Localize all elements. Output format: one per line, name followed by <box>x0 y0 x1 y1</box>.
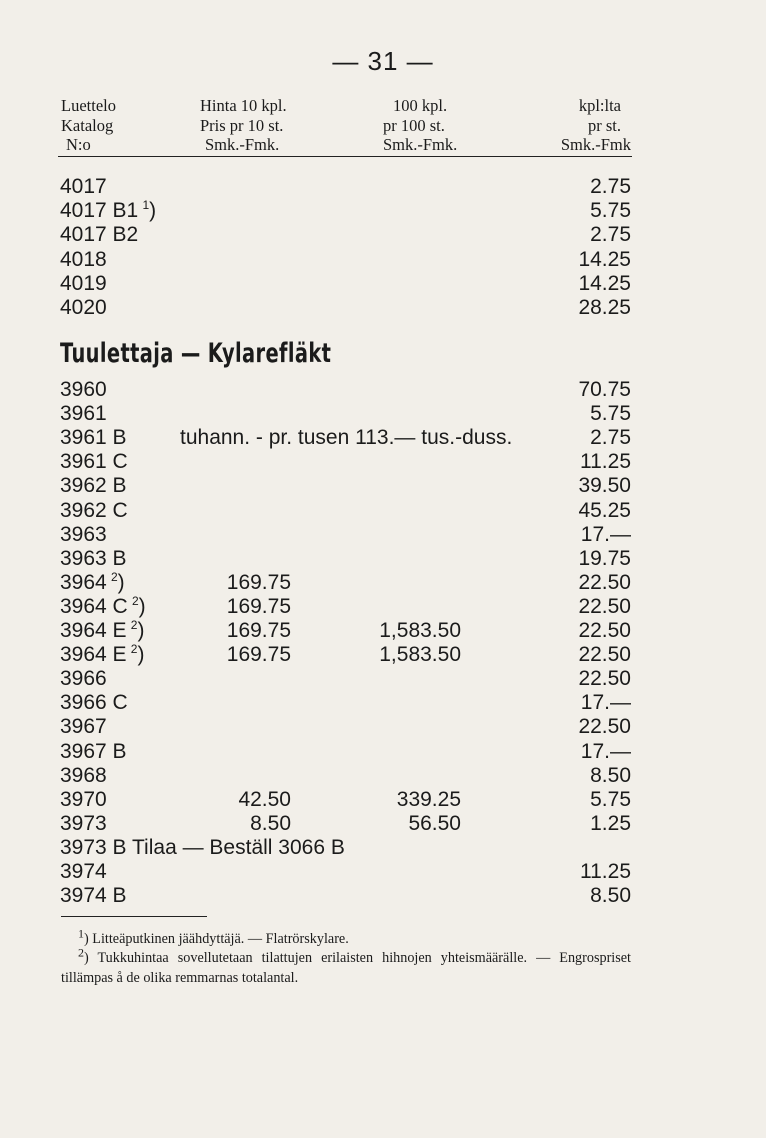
price-each: 2.75 <box>590 223 631 247</box>
catalog-number-text: 3962 B <box>60 474 127 498</box>
catalog-number-text: 3974 B <box>60 884 127 908</box>
price-100: 56.50 <box>408 811 461 835</box>
catalog-number <box>60 449 128 475</box>
table-row <box>0 222 766 248</box>
header-line: 100 kpl. <box>393 96 448 115</box>
catalog-number-text: 4017 B2 <box>60 223 139 247</box>
price-each: 22.50 <box>578 619 631 642</box>
table-row <box>0 714 766 740</box>
table-row <box>0 247 766 273</box>
footnote-rule <box>61 916 207 917</box>
table-row <box>0 198 766 224</box>
table-row <box>0 546 766 572</box>
catalog-number <box>60 401 107 427</box>
price-each: 17.— <box>580 739 631 763</box>
header-price-100 <box>383 96 457 155</box>
catalog-number-text: 3973 <box>60 811 107 835</box>
price-each: 70.75 <box>578 378 631 401</box>
price-each: 8.50 <box>590 884 631 908</box>
price-10: 169.75 <box>226 643 291 667</box>
footnote-mark: 1 <box>78 926 84 941</box>
catalog-number-text: 3967 B <box>60 739 127 763</box>
table-row <box>0 811 766 837</box>
table-row <box>0 763 766 789</box>
price-each: 11.25 <box>580 450 631 474</box>
table-row <box>0 174 766 200</box>
catalog-number <box>60 546 127 572</box>
header-catalog-number <box>61 96 116 155</box>
price-each: 8.50 <box>590 763 631 787</box>
table-row <box>0 473 766 499</box>
footnote-ref: 1 <box>142 198 150 213</box>
header-line: Katalog <box>61 115 114 135</box>
catalog-number: 3964 C $^2$) <box>60 593 146 618</box>
price-each: 1.25 <box>590 811 631 835</box>
catalog-number <box>60 714 107 740</box>
header-line: Pris pr 10 st. <box>200 115 284 135</box>
price-each: 28.25 <box>578 296 631 319</box>
catalog-number-text: 4020 <box>60 296 107 319</box>
price-10: 169.75 <box>226 594 291 618</box>
catalog-number <box>60 473 127 499</box>
catalog-number <box>60 295 107 321</box>
catalog-number <box>60 739 127 765</box>
catalog-number <box>60 835 345 861</box>
catalog-number: 3964 $^2$) <box>60 569 125 594</box>
header-line: Luettelo <box>61 96 116 115</box>
catalog-number <box>60 787 107 813</box>
table-row <box>0 739 766 765</box>
header-line: Smk.-Fmk <box>560 135 631 154</box>
price-100: 1,583.50 <box>379 619 461 642</box>
catalog-number: 3964 E $^2$) <box>60 642 145 667</box>
catalog-number <box>60 763 107 789</box>
header-line: kpl:lta <box>578 96 621 115</box>
catalog-number <box>60 690 128 716</box>
price-each: 14.25 <box>578 247 631 271</box>
table-row <box>0 618 766 644</box>
table-row <box>0 690 766 716</box>
catalog-number-text: 4019 <box>60 271 107 295</box>
table-row <box>0 883 766 909</box>
catalog-number <box>60 522 107 548</box>
price-each: 22.50 <box>578 715 631 739</box>
table-row <box>0 666 766 692</box>
price-100: 339.25 <box>396 787 461 811</box>
price-10: 42.50 <box>238 787 291 811</box>
catalog-number-text: 3973 B Tilaa — Beställ 3066 B <box>60 835 345 859</box>
catalog-number-text: 3963 B <box>60 546 127 570</box>
catalog-number <box>60 222 138 248</box>
table-row <box>0 787 766 813</box>
price-each: 2.75 <box>590 426 631 450</box>
catalog-number <box>60 883 127 909</box>
footnote-text: Tukkuhintaa sovellutetaan tilattujen erilaisten hihnojen yhteismäärälle. — Engrospriset tillämpas å de olika remmarnas totalantal. <box>61 950 631 986</box>
header-rule <box>58 156 632 157</box>
header-line: Smk.-Fmk. <box>205 135 280 154</box>
table-row <box>0 835 766 861</box>
table-row <box>0 859 766 885</box>
catalog-number-text: 3961 C <box>60 450 128 474</box>
price-each: 22.50 <box>578 643 631 667</box>
catalog-number <box>60 247 107 273</box>
price-each: 45.25 <box>578 498 631 522</box>
table-row <box>0 295 766 321</box>
footnote-2: $^2$) Tukkuhintaa sovellutetaan tilattujen erilaisten hihnojen yhteismäärälle. — Engrospriset tillämpas å de olika remmarnas totalantal. <box>61 945 631 986</box>
header-line: Hinta 10 kpl. <box>200 96 287 115</box>
footnote-1: $^1$) Litteäputkinen jäähdyttäjä. — Flatrörskylare. <box>78 926 349 947</box>
catalog-number-text: 3967 <box>60 715 107 739</box>
catalog-number: 4017 B1 $^1$) <box>60 198 157 223</box>
catalog-number <box>60 425 127 451</box>
price-10: 169.75 <box>226 570 291 594</box>
catalog-number-text: 3964 C <box>60 594 128 618</box>
footnote-ref: 2 <box>130 618 138 632</box>
table-row <box>0 570 766 596</box>
header-line: Smk.-Fmk. <box>383 135 458 154</box>
table-row <box>0 271 766 297</box>
price-each: 2.75 <box>590 175 631 198</box>
catalog-number <box>60 377 107 403</box>
table-row <box>0 401 766 427</box>
price-each: 14.25 <box>578 271 631 295</box>
price-each: 17.— <box>580 522 631 546</box>
note-text: tuhann. - pr. tusen 113.— tus.-duss. <box>180 426 513 450</box>
catalog-number-text: 4018 <box>60 247 107 271</box>
price-each: 22.50 <box>578 570 631 594</box>
catalog-number-text: 3963 <box>60 522 107 546</box>
price-each: 22.50 <box>578 667 631 691</box>
catalog-number <box>60 174 107 200</box>
catalog-number <box>60 859 107 885</box>
header-line: pr st. <box>588 115 621 135</box>
price-each: 39.50 <box>578 474 631 498</box>
table-row <box>0 642 766 668</box>
price-100: 1,583.50 <box>379 643 461 667</box>
section-title: Tuulettaja — Kylarefläkt <box>60 338 332 369</box>
catalog-number <box>60 666 107 692</box>
table-row <box>0 377 766 403</box>
footnote-ref: 2 <box>131 593 139 608</box>
catalog-number <box>60 498 128 524</box>
catalog-number-text: 3960 <box>60 378 107 401</box>
catalog-number <box>60 271 107 297</box>
price-10: 8.50 <box>250 811 291 835</box>
price-each: 19.75 <box>578 546 631 570</box>
catalog-number-text: 3961 <box>60 402 107 426</box>
footnote-text: Litteäputkinen jäähdyttäjä. — Flatrörskylare. <box>92 931 349 947</box>
footnotes <box>61 926 631 988</box>
price-10: 169.75 <box>226 619 291 642</box>
table-row <box>0 522 766 548</box>
header-line: pr 100 st. <box>383 115 445 135</box>
table-row <box>0 594 766 620</box>
price-each: 5.75 <box>590 199 631 223</box>
catalog-number-text: 3970 <box>60 787 107 811</box>
table-row <box>0 449 766 475</box>
catalog-number: 3964 E $^2$) <box>60 618 145 642</box>
catalog-number <box>60 811 107 837</box>
page-number: — 31 — <box>332 46 434 76</box>
header-line: N:o <box>66 135 91 154</box>
catalog-number-text: 3966 <box>60 667 107 691</box>
catalog-number-text: 3964 E <box>60 619 127 642</box>
price-each: 22.50 <box>578 594 631 618</box>
catalog-number-text: 3964 <box>60 570 107 594</box>
footnote-ref: 2 <box>110 569 118 584</box>
catalog-number-text: 4017 B1 <box>60 199 139 223</box>
catalog-number-text: 4017 <box>60 175 107 198</box>
table-row <box>0 425 766 451</box>
table-row <box>0 498 766 524</box>
header-price-10 <box>200 96 287 155</box>
price-each: 17.— <box>580 691 631 715</box>
price-each: 5.75 <box>590 402 631 426</box>
catalog-number-text: 3961 B <box>60 426 127 450</box>
price-each: 11.25 <box>580 860 631 883</box>
catalog-number-text: 3964 E <box>60 643 127 667</box>
catalog-number-text: 3962 C <box>60 498 128 522</box>
header-price-each <box>536 96 631 155</box>
catalog-number-text: 3966 C <box>60 691 128 715</box>
footnote-ref: 2 <box>130 642 138 657</box>
catalog-number-text: 3974 <box>60 860 107 883</box>
catalog-number-text: 3968 <box>60 763 107 787</box>
price-each: 5.75 <box>590 787 631 811</box>
footnote-mark: 2 <box>78 945 84 960</box>
